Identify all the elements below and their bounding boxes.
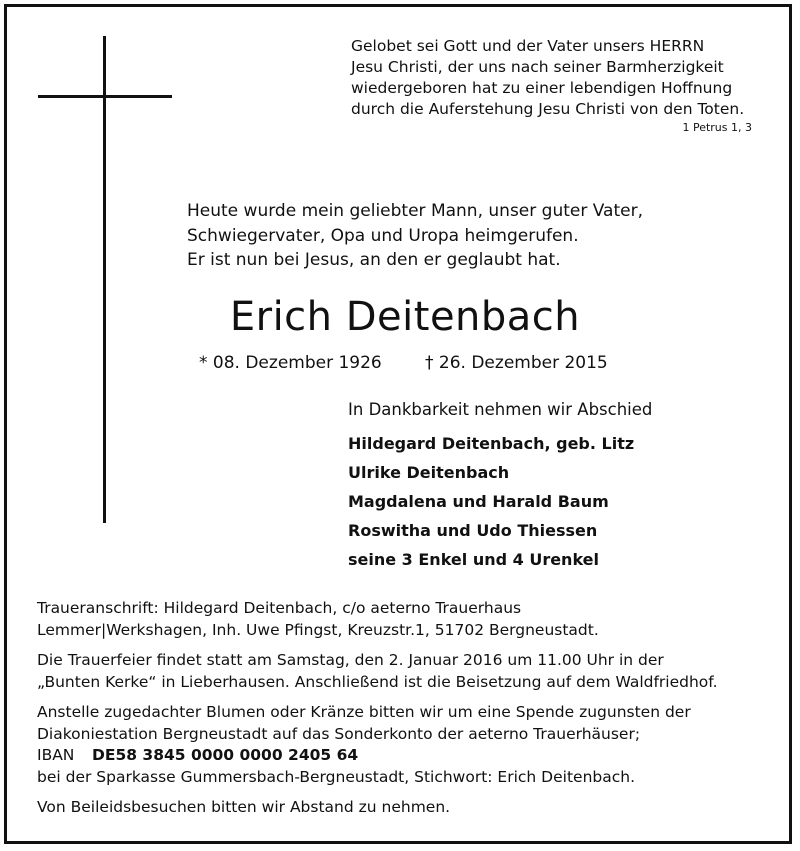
iban-label: IBAN: [37, 746, 75, 764]
verse-line: Gelobet sei Gott und der Vater unsers HERRN: [351, 37, 705, 55]
verse-line: wiedergeboren hat zu einer lebendigen Hoffnung: [351, 79, 733, 97]
info-section: [37, 598, 777, 828]
mourners-list: [348, 429, 634, 574]
death-date: † 26. Dezember 2015: [425, 353, 608, 373]
verse-line: durch die Auferstehung Jesu Christi von den Toten.: [351, 100, 745, 118]
verse-reference: 1 Petrus 1, 3: [682, 121, 752, 134]
mourners-intro: In Dankbarkeit nehmen wir Abschied: [348, 400, 653, 419]
closing-note: Von Beileidsbesuchen bitten wir Abstand zu nehmen.: [37, 798, 451, 816]
donation-line: Diakoniestation Bergneustadt auf das Sonderkonto der aeterno Trauerhäuser;: [37, 724, 641, 743]
bible-verse: [351, 36, 744, 120]
iban-value: DE58 3845 0000 0000 2405 64: [92, 746, 359, 764]
address-line: Traueranschrift: Hildegard Deitenbach, c/o aeterno Trauerhaus: [37, 599, 522, 617]
cross-horizontal-bar: [38, 95, 172, 98]
donation-notice: [37, 702, 777, 788]
donation-line: Anstelle zugedachter Blumen oder Kränze bitten wir um eine Spende zugunsten der: [37, 703, 691, 721]
mourner-name: Roswitha und Udo Thiessen: [348, 521, 598, 540]
birth-date: * 08. Dezember 1926: [199, 353, 382, 373]
mourner-name: Magdalena und Harald Baum: [348, 492, 609, 511]
address-line: Lemmer|Werkshagen, Inh. Uwe Pfingst, Kreuzstr.1, 51702 Bergneustadt.: [37, 620, 599, 639]
ceremony-line: „Bunten Kerke“ in Lieberhausen. Anschließend ist die Beisetzung auf dem Waldfriedhof.: [37, 672, 718, 691]
intro-line: Er ist nun bei Jesus, an den er geglaubt hat.: [187, 250, 561, 270]
intro-text: [187, 199, 643, 273]
bank-line: bei der Sparkasse Gummersbach-Bergneustadt, Stichwort: Erich Deitenbach.: [37, 767, 635, 786]
intro-line: Heute wurde mein geliebter Mann, unser guter Vater,: [187, 201, 643, 221]
mourning-address: [37, 598, 777, 641]
deceased-name: Erich Deitenbach: [229, 294, 581, 340]
mourner-name: seine 3 Enkel und 4 Urenkel: [348, 550, 599, 569]
mourner-name: Ulrike Deitenbach: [348, 463, 510, 482]
intro-line: Schwiegervater, Opa und Uropa heimgerufen.: [187, 225, 579, 246]
ceremony-notice: [37, 650, 777, 693]
verse-line: Jesu Christi, der uns nach seiner Barmherzigkeit: [351, 58, 724, 76]
cross-vertical-bar: [103, 36, 106, 523]
iban-row: [37, 745, 777, 767]
ceremony-line: Die Trauerfeier findet statt am Samstag, den 2. Januar 2016 um 11.00 Uhr in der: [37, 651, 664, 669]
mourner-name: Hildegard Deitenbach, geb. Litz: [348, 434, 635, 453]
